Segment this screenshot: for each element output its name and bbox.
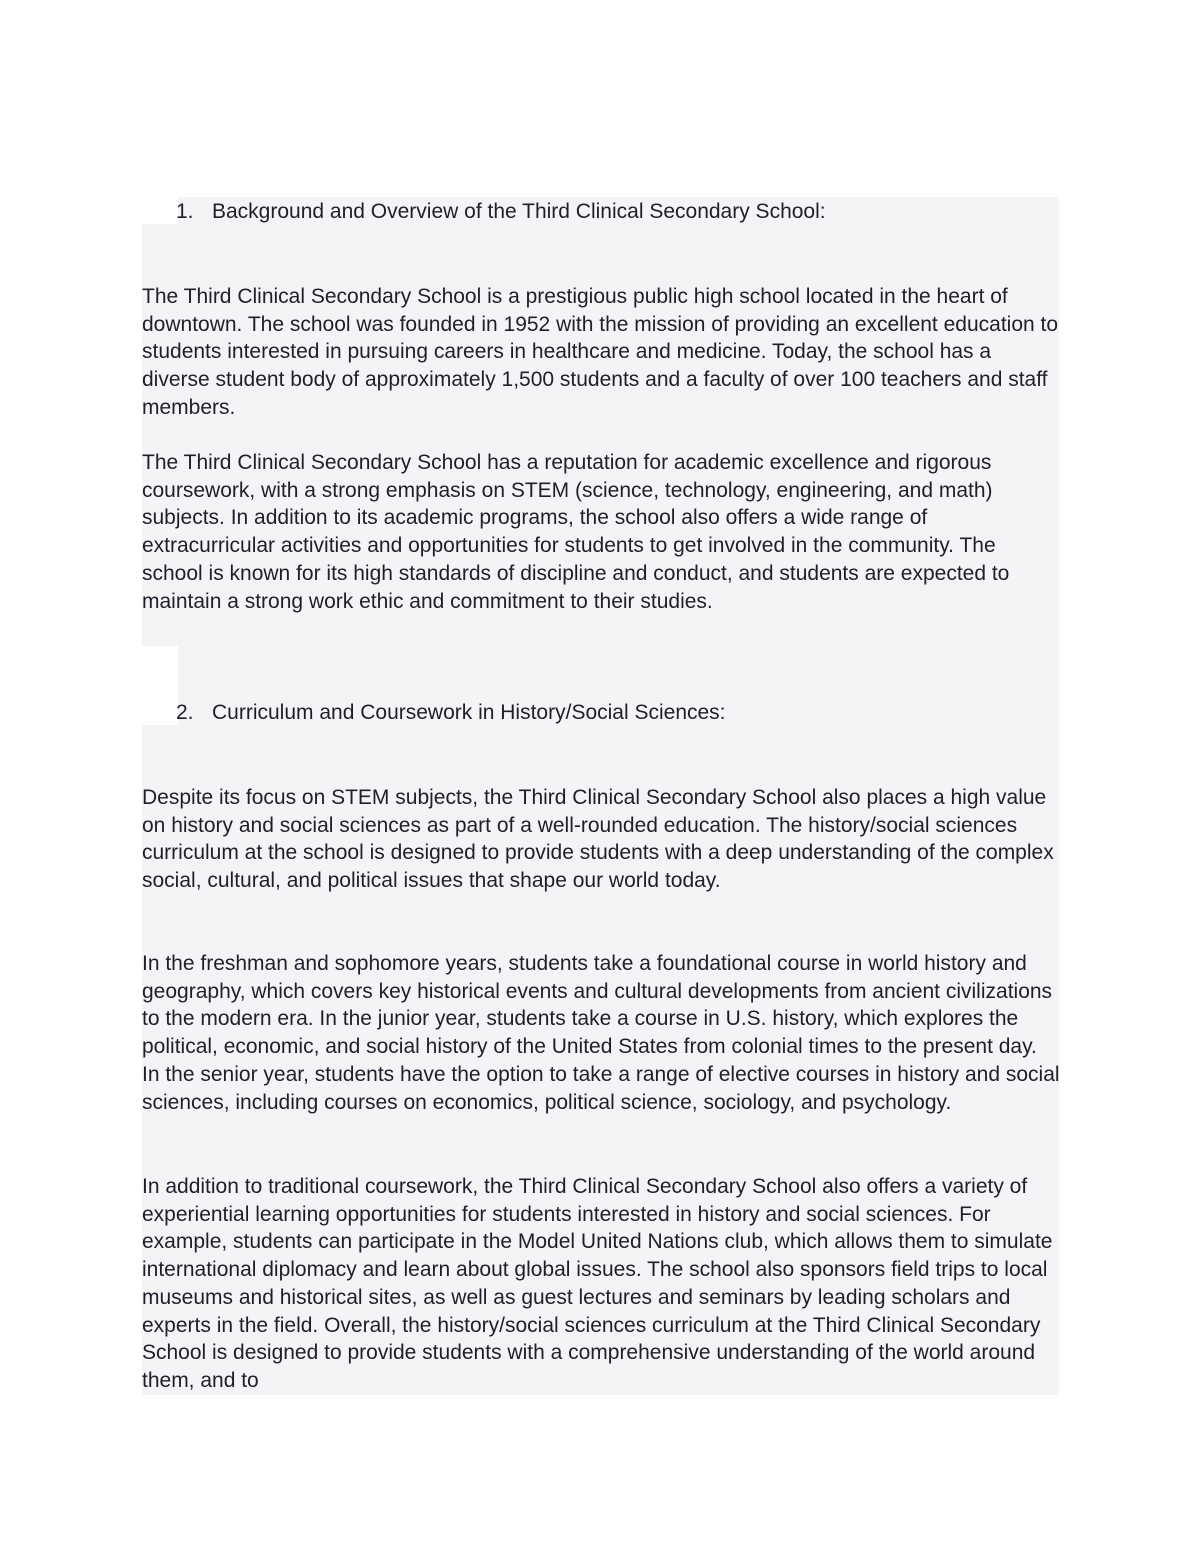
paragraph-history-value: Despite its focus on STEM subjects, the Third Clinical Secondary School also places a high value on history and social sciences as part of a well-rounded education. The history/social sciences curriculum at the school is designed to provide students with a deep understanding of the complex social, cultural, and political issues that shape our world today. [142,786,1054,893]
paragraph-course-sequence: In the freshman and sophomore years, students take a foundational course in world history and geography, which covers key historical events and cultural developments from ancient civilizations to the modern era. In the junior year, students take a course in U.S. history, which explores the political, economic, and social history of the United States from colonial times to the present day. In the senior year, students have the option to take a range of elective courses in history and social sciences, including courses on economics, political science, sociology, and psychology. [142,952,1060,1114]
list-number: 1. [176,200,194,223]
paragraph-school-overview: The Third Clinical Secondary School is a prestigious public high school located in the heart of downtown. The school was founded in 1952 with the mission of providing an excellent education to students interested in pursuing careers in healthcare and medicine. Today, the school has a diverse student body of approximately 1,500 students and a faculty of over 100 teachers and staff members. [142,285,1059,419]
paragraph-experiential-learning: In addition to traditional coursework, the Third Clinical Secondary School also offers a variety of experiential learning opportunities for students interested in history and social sciences. For example, students can participate in the Model United Nations club, which allows them to simulate international diplomacy and learn about global issues. The school also sponsors field trips to local museums and historical sites, as well as guest lectures and seminars by leading scholars and experts in the field. Overall, the history/social sciences curriculum at the Third Clinical Secondary School is designed to provide students with a comprehensive understanding of the world around them, and to [142,1175,1053,1392]
heading-text: Curriculum and Coursework in History/Social Sciences: [212,701,726,724]
list-number: 2. [176,701,194,724]
heading-text: Background and Overview of the Third Clinical Secondary School: [212,200,826,223]
highlight-background [178,646,1059,698]
section-heading-background [176,198,826,226]
section-heading-curriculum [176,699,726,727]
paragraph-school-reputation: The Third Clinical Secondary School has a reputation for academic excellence and rigorous coursework, with a strong emphasis on STEM (science, technology, engineering, and math) subjects. In addition to its academic programs, the school also offers a wide range of extracurricular activities and opportunities for students to get involved in the community. The school is known for its high standards of discipline and conduct, and students are expected to maintain a strong work ethic and commitment to their studies. [142,451,1010,613]
